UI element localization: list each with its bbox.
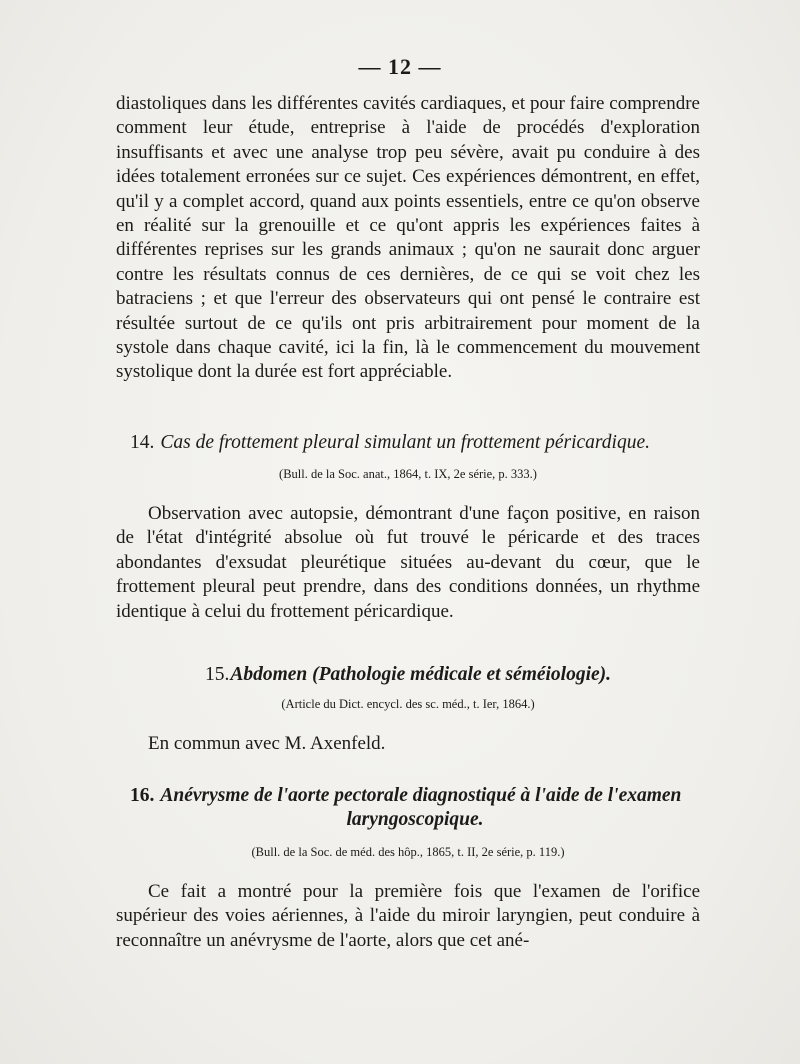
entry-15-number: 15. — [204, 664, 230, 685]
entry-15-body — [148, 732, 700, 756]
entry-14-body-text: Observation avec autopsie, démontrant d'une façon positive, en raison de l'état d'intégrité absolue où fut trouvé le péricarde et des traces abondantes d'exsudat pleurétique situées au-devant du cœur, que le frottement pleural peut prendre, dans des conditions données, un rhythme identique à celui du frottement péricardique. — [116, 503, 700, 622]
entry-16-reference: (Bull. de la Soc. de méd. des hôp., 1865, t. II, 2e série, p. 119.) — [251, 845, 565, 859]
entry-14-number: 14. — [130, 432, 155, 453]
entry-14-heading — [130, 431, 700, 455]
entry-15-reference: (Article du Dict. encycl. des sc. méd., t. Ier, 1864.) — [281, 697, 535, 711]
entry-14-title: Cas de frottement pleural simulant un frottement péricardique. — [160, 432, 650, 453]
entry-15-body-text: En commun avec M. Axenfeld. — [148, 733, 386, 754]
entry-16-body-text: Ce fait a montré pour la première fois que l'examen de l'orifice supérieur des voies aériennes, à l'aide du miroir laryngien, peut conduire à reconnaître un anévrysme de l'aorte, alors que cet ané- — [116, 881, 700, 951]
entry-15-heading — [116, 663, 700, 687]
intro-paragraph-text: diastoliques dans les différentes cavités cardiaques, et pour faire comprendre comment leur étude, entreprise à l'aide de procédés d'exploration insuffisants et avec une analyse trop peu sévère, avait pu conduire à des idées totalement erronées sur ce sujet. Ces expériences démontrent, en effet, qu'il y a complet accord, quand aux points essentiels, entre ce qu'on observe en réalité sur la grenouille et ce qu'ont appris les expériences faites à différentes reprises sur les grands animaux ; qu'on ne saurait donc arguer contre les résultats connus de ces dernières, de ce qui se voit chez les batraciens ; et que l'erreur des observateurs qui ont pensé le contraire est résultée surtout de ce qu'ils ont pris arbitrairement pour moment de la systole dans chaque cavité, ici la fin, là le commencement du mouvement systolique dont la durée est fort appréciable. — [116, 93, 700, 383]
entry-16-title-line2: laryngoscopique. — [346, 809, 484, 830]
page-number: — 12 — — [358, 54, 442, 79]
entry-16-heading — [130, 784, 700, 832]
entry-14-reference: (Bull. de la Soc. anat., 1864, t. IX, 2e série, p. 333.) — [279, 467, 537, 481]
entry-16-number: 16. — [130, 785, 155, 806]
entry-16-title-line1: Anévrysme de l'aorte pectorale diagnostiqué à l'aide de l'examen — [160, 785, 682, 806]
intro-paragraph — [116, 92, 700, 385]
entry-16-body — [116, 880, 700, 953]
entry-14-body — [116, 502, 700, 624]
entry-15-title: Abdomen (Pathologie médicale et séméiologie). — [230, 664, 612, 685]
